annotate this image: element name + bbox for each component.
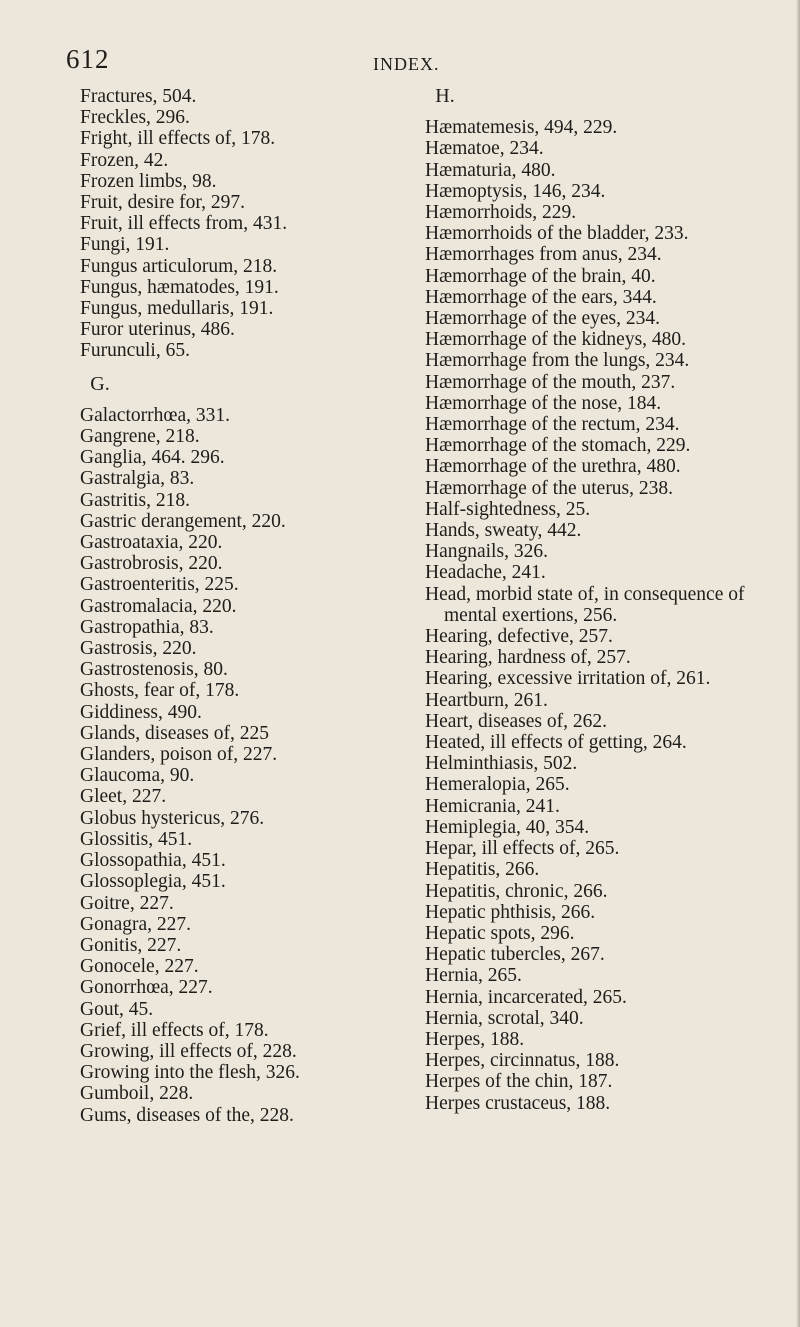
index-entry: Hæmorrhage from the lungs, 234. — [425, 350, 690, 372]
page-edge-shadow — [796, 0, 800, 1327]
index-entry: Gastritis, 218. — [80, 489, 190, 511]
index-column-left — [80, 86, 380, 1126]
index-column-right — [425, 86, 795, 1114]
index-entry: Hæmorrhage of the mouth, 237. — [425, 371, 676, 393]
index-group-h — [425, 117, 795, 1114]
index-entry: Hearing, hardness of, 257. — [425, 647, 631, 669]
page-number: 612 — [66, 44, 110, 74]
index-entry: Gonorrhœa, 227. — [80, 977, 213, 999]
index-entry: Furor uterinus, 486. — [80, 319, 235, 341]
index-entry: Hæmorrhage of the brain, 40. — [425, 265, 656, 287]
index-entry: Herpes crustaceus, 188. — [425, 1092, 611, 1114]
index-entry: Giddiness, 490. — [80, 701, 202, 723]
index-entry: Hernia, incarcerated, 265. — [425, 986, 627, 1008]
index-entry: Hæmorrhage of the eyes, 234. — [425, 308, 661, 330]
index-entry: Gastralgia, 83. — [80, 468, 195, 490]
index-entry: Fright, ill effects of, 178. — [80, 128, 276, 150]
index-entry: Headache, 241. — [425, 562, 546, 584]
index-entry: Growing into the flesh, 326. — [80, 1062, 300, 1084]
index-entry: Helminthiasis, 502. — [425, 753, 578, 775]
index-entry: Hemicrania, 241. — [425, 795, 560, 817]
index-entry: Hernia, scrotal, 340. — [425, 1007, 584, 1029]
index-entry: Herpes, 188. — [425, 1028, 525, 1050]
index-entry: Gums, diseases of the, 228. — [80, 1104, 294, 1126]
index-entry: Glands, diseases of, 225 — [80, 722, 270, 744]
index-entry: Goitre, 227. — [80, 892, 174, 914]
index-entry: Herpes, circinnatus, 188. — [425, 1050, 620, 1072]
index-entry: Hangnails, 326. — [425, 541, 548, 563]
index-entry: Hemiplegia, 40, 354. — [425, 816, 590, 838]
index-group-f — [80, 86, 380, 362]
index-entry: Hæmorrhage of the uterus, 238. — [425, 477, 674, 499]
index-entry: Hæmorrhage of the rectum, 234. — [425, 414, 680, 436]
index-entry: Growing, ill effects of, 228. — [80, 1040, 297, 1062]
index-entry: Gastroataxia, 220. — [80, 532, 223, 554]
index-entry: Fungus, medullaris, 191. — [80, 298, 274, 320]
index-entry: Hæmorrhage of the urethra, 480. — [425, 456, 681, 478]
index-entry: Ganglia, 464. 296. — [80, 447, 225, 469]
index-entry: Gangrene, 218. — [80, 426, 200, 448]
index-entry: Hemeralopia, 265. — [425, 774, 570, 796]
index-entry: Hæmaturia, 480. — [425, 159, 556, 181]
index-entry: Head, morbid state of, in consequence of mental exertions, 256. — [425, 583, 745, 626]
index-entry: Hæmatemesis, 494, 229. — [425, 117, 618, 139]
index-entry: Furunculi, 65. — [80, 340, 190, 362]
index-entry: Frozen limbs, 98. — [80, 170, 217, 192]
index-entry: Hepatic spots, 296. — [425, 922, 575, 944]
index-entry: Hæmorrhages from anus, 234. — [425, 244, 662, 266]
index-entry: Fungus articulorum, 218. — [80, 255, 278, 277]
index-entry: Hands, sweaty, 442. — [425, 520, 582, 542]
index-entry: Gonagra, 227. — [80, 913, 192, 935]
index-entry: Half-sightedness, 25. — [425, 498, 591, 520]
index-entry: Gleet, 227. — [80, 786, 167, 808]
index-entry: Fungus, hæmatodes, 191. — [80, 276, 279, 298]
index-entry: Glossitis, 451. — [80, 828, 193, 850]
index-entry: Gastromalacia, 220. — [80, 595, 237, 617]
index-entry: Gout, 45. — [80, 998, 154, 1020]
section-letter-g: G. — [90, 372, 110, 395]
index-entry: Glossoplegia, 451. — [80, 871, 226, 893]
index-entry: Ghosts, fear of, 178. — [80, 680, 240, 702]
index-entry: Gonocele, 227. — [80, 956, 199, 978]
index-entry: Gastric derangement, 220. — [80, 510, 286, 532]
index-entry: Hæmorrhage of the kidneys, 480. — [425, 329, 687, 351]
index-entry: Gastroenteritis, 225. — [80, 574, 239, 596]
index-entry: Hepatitis, chronic, 266. — [425, 880, 608, 902]
index-entry: Glaucoma, 90. — [80, 765, 195, 787]
index-entry: Globus hystericus, 276. — [80, 807, 265, 829]
index-entry: Hearing, defective, 257. — [425, 626, 613, 648]
index-entry: Glanders, poison of, 227. — [80, 744, 278, 766]
index-entry: Fruit, desire for, 297. — [80, 192, 245, 214]
index-entry: Fungi, 191. — [80, 234, 170, 256]
index-entry: Frozen, 42. — [80, 149, 169, 171]
index-entry: Gastrostenosis, 80. — [80, 659, 228, 681]
index-entry: Fractures, 504. — [80, 86, 197, 107]
running-head: INDEX. — [373, 54, 440, 74]
index-entry: Hepatic tubercles, 267. — [425, 944, 605, 966]
index-entry: Galactorrhœa, 331. — [80, 404, 230, 426]
index-entry: Heated, ill effects of getting, 264. — [425, 732, 687, 754]
index-entry: Heartburn, 261. — [425, 689, 548, 711]
index-entry: Grief, ill effects of, 178. — [80, 1019, 269, 1041]
index-entry: Gonitis, 227. — [80, 934, 182, 956]
index-entry: Hæmorrhage of the ears, 344. — [425, 286, 657, 308]
index-entry: Freckles, 296. — [80, 107, 190, 129]
index-entry: Hæmatoe, 234. — [425, 138, 544, 160]
index-entry: Hearing, excessive irritation of, 261. — [425, 668, 711, 690]
index-entry: Hæmoptysis, 146, 234. — [425, 180, 606, 202]
index-entry: Fruit, ill effects from, 431. — [80, 213, 288, 235]
index-entry: Gumboil, 228. — [80, 1083, 194, 1105]
index-entry: Hepatic phthisis, 266. — [425, 901, 596, 923]
index-entry: Herpes of the chin, 187. — [425, 1071, 613, 1093]
index-entry: Gastropathia, 83. — [80, 616, 214, 638]
index-entry: Gastrosis, 220. — [80, 638, 197, 660]
index-group-g — [80, 405, 380, 1126]
index-entry: Hernia, 265. — [425, 965, 522, 987]
index-entry: Hæmorrhoids, 229. — [425, 202, 577, 223]
index-entry: Hepar, ill effects of, 265. — [425, 838, 620, 860]
index-entry: Hæmorrhage of the stomach, 229. — [425, 435, 691, 457]
index-entry: Hepatitis, 266. — [425, 859, 540, 881]
index-entry: Hæmorrhage of the nose, 184. — [425, 392, 662, 414]
index-entry: Glossopathia, 451. — [80, 850, 226, 872]
index-entry: Hæmorrhoids of the bladder, 233. — [425, 223, 689, 245]
section-letter-h: H. — [435, 85, 455, 107]
index-entry: Gastrobrosis, 220. — [80, 553, 223, 575]
index-entry: Heart, diseases of, 262. — [425, 710, 607, 732]
